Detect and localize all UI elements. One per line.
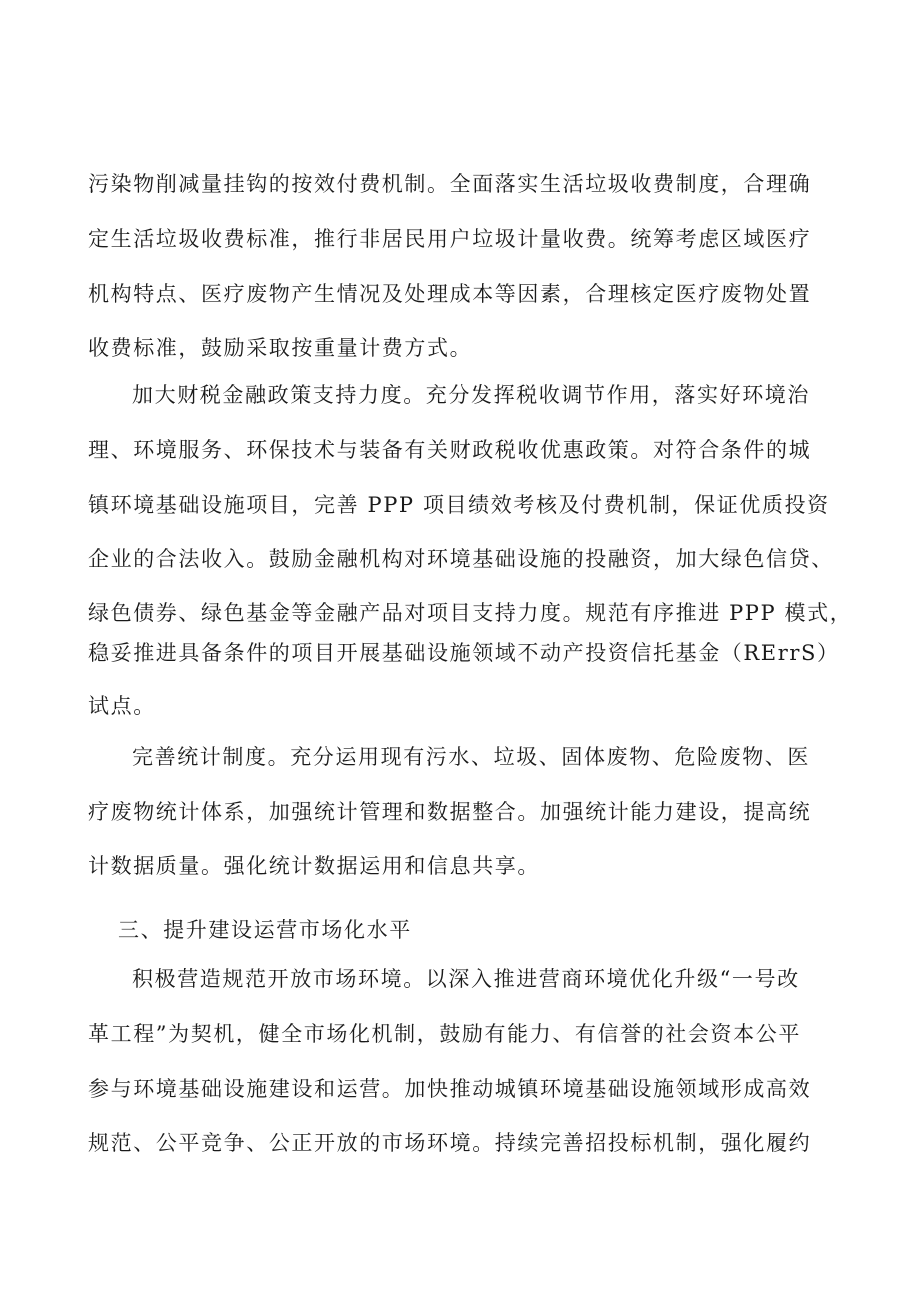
paragraph-line: 完善统计制度。充分运用现有污水、垃圾、固体废物、危险废物、医 xyxy=(132,745,810,769)
paragraph-line: 定生活垃圾收费标准，推行非居民用户垃圾计量收费。统筹考虑区域医疗 xyxy=(88,227,812,251)
paragraph-line: 稳妥推进具备条件的项目开展基础设施领域不动产投资信托基金（RErrS） xyxy=(88,641,840,665)
paragraph-line: 规范、公平竞争、公正开放的市场环境。持续完善招投标机制，强化履约 xyxy=(88,1131,812,1155)
paragraph-line: 计数据质量。强化统计数据运用和信息共享。 xyxy=(88,854,540,878)
paragraph-line: 疗废物统计体系，加强统计管理和数据整合。加强统计能力建设，提高统 xyxy=(88,800,812,824)
paragraph-line: 试点。 xyxy=(88,694,156,718)
paragraph-line: 企业的合法收入。鼓励金融机构对环境基础设施的投融资，加大绿色信贷、 xyxy=(88,547,834,571)
section-heading: 三、提升建设运营市场化水平 xyxy=(118,918,412,942)
paragraph-line: 收费标准，鼓励采取按重量计费方式。 xyxy=(88,336,473,360)
paragraph-line: 加大财税金融政策支持力度。充分发挥税收调节作用，落实好环境治 xyxy=(132,383,810,407)
paragraph-line: 污染物削减量挂钩的按效付费机制。全面落实生活垃圾收费制度，合理确 xyxy=(88,172,812,196)
paragraph-line: 参与环境基础设施建设和运营。加快推动城镇环境基础设施领域形成高效 xyxy=(88,1077,812,1101)
paragraph-line: 绿色债券、绿色基金等金融产品对项目支持力度。规范有序推进 PPP 模式， xyxy=(88,601,853,625)
paragraph-line: 机构特点、医疗废物产生情况及处理成本等因素，合理核定医疗废物处置 xyxy=(88,282,812,306)
paragraph-line: 理、环境服务、环保技术与装备有关财政税收优惠政策。对符合条件的城 xyxy=(88,438,812,462)
paragraph-line: 积极营造规范开放市场环境。以深入推进营商环境优化升级“一号改 xyxy=(132,967,800,991)
paragraph-line: 镇环境基础设施项目，完善 PPP 项目绩效考核及付费机制，保证优质投资 xyxy=(88,493,830,517)
paragraph-line: 革工程”为契机，健全市场化机制，鼓励有能力、有信誉的社会资本公平 xyxy=(88,1022,801,1046)
